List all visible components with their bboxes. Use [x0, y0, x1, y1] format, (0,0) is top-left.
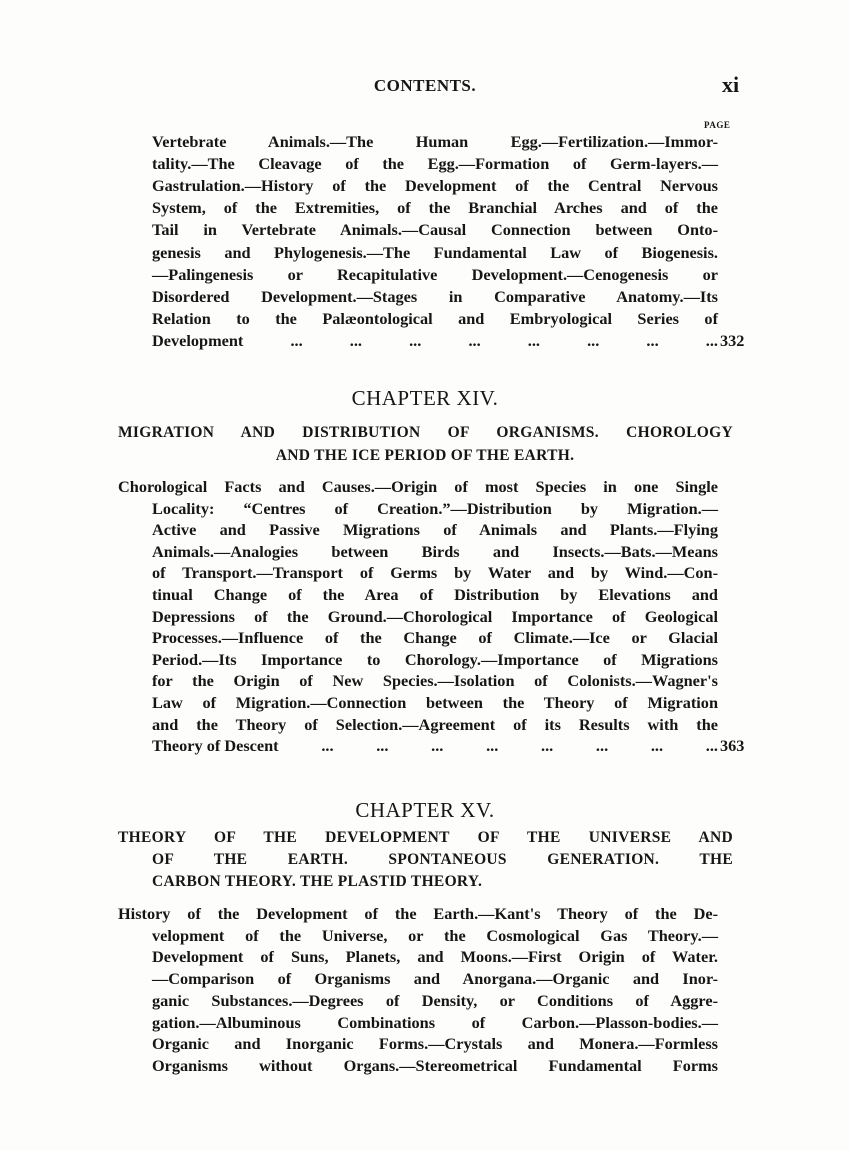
entry-line: Organic and Inorganic Forms.—Crystals and Monera.—Formless — [152, 1034, 718, 1054]
entry-line: Law of Migration.—Connection between the Theory of Migration — [152, 693, 718, 712]
chapter-heading: CHAPTER XIV. — [351, 386, 499, 410]
dot-leader: ... — [376, 736, 389, 756]
entry-page-number: 363 — [720, 736, 745, 756]
entry-line: —Comparison of Organisms and Anorgana.—Organic and Inor- — [152, 969, 718, 989]
dot-leader: ... — [527, 330, 540, 350]
entry-line: Chorological Facts and Causes.—Origin of most Species in one Single — [118, 477, 718, 496]
chapter-heading: CHAPTER XV. — [355, 798, 495, 822]
entry-final-text: Theory of Descent — [152, 736, 279, 756]
dot-leader: ... — [409, 330, 422, 350]
dot-leader: ... — [349, 330, 362, 350]
entry-line: and the Theory of Selection.—Agreement of its Results with the — [152, 714, 718, 734]
entry-line: Processes.—Influence of the Change of Climate.—Ice or Glacial — [152, 628, 718, 648]
entry-page-number: 332 — [720, 330, 745, 350]
page-column-label: PAGE — [704, 120, 731, 130]
dot-leader: ... — [321, 736, 334, 756]
entry-line: Active and Passive Migrations of Animals and Plants.—Flying — [152, 520, 718, 540]
entry-line: of Transport.—Transport of Germs by Water and by Wind.—Con- — [152, 563, 718, 583]
page-number: xi — [722, 72, 740, 97]
entry-final-line — [152, 736, 718, 756]
dot-leader: ... — [650, 736, 664, 756]
entry-final-line — [152, 331, 718, 351]
entry-line: genesis and Phylogenesis.—The Fundamental Law of Biogenesis. — [152, 242, 718, 262]
chapter-title-line: CARBON THEORY. THE PLASTID THEORY. — [152, 873, 483, 890]
entry-line: Period.—Its Importance to Chorology.—Importance of Migrations — [152, 649, 718, 669]
dot-leader: ... — [541, 736, 554, 756]
entry-line: Animals.—Analogies between Birds and Insects.—Bats.—Means — [152, 541, 718, 561]
entry-line: for the Origin of New Species.—Isolation of Colonists.—Wagner's — [152, 671, 718, 691]
dot-leader: ... — [290, 330, 303, 350]
entry-line: History of the Development of the Earth.—Kant's Theory of the De- — [118, 904, 718, 923]
entry-final-text: Development — [152, 330, 244, 350]
entry-line: Vertebrate Animals.—The Human Egg.—Fertilization.—Immor- — [152, 132, 718, 151]
entry-line: System, of the Extremities, of the Branchial Arches and of the — [152, 198, 718, 218]
entry-line: Gastrulation.—History of the Development of the Central Nervous — [152, 176, 718, 196]
running-head-title: CONTENTS. — [373, 76, 477, 95]
chapter-title-line: OF THE EARTH. SPONTANEOUS GENERATION. THE — [152, 851, 733, 868]
dot-leader: ... — [646, 330, 659, 350]
entry-line: velopment of the Universe, or the Cosmological Gas Theory.— — [152, 925, 718, 945]
entry-line: tinual Change of the Area of Distribution by Elevations and — [152, 585, 718, 604]
entry-line: —Palingenesis or Recapitulative Development.—Cenogenesis or — [152, 264, 718, 284]
entry-line: ganic Substances.—Degrees of Density, or Conditions of Aggre- — [152, 990, 718, 1010]
chapter-title-line: AND THE ICE PERIOD OF THE EARTH. — [275, 447, 575, 464]
dot-leader: ... — [587, 330, 600, 350]
entry-line: Tail in Vertebrate Animals.—Causal Connection between Onto- — [152, 220, 718, 240]
dot-leader: ... — [486, 736, 499, 756]
entry-line: Depressions of the Ground.—Chorological Importance of Geological — [152, 606, 718, 626]
entry-line: tality.—The Cleavage of the Egg.—Formation of Germ-layers.— — [152, 154, 718, 174]
entry-line: gation.—Albuminous Combinations of Carbon.—Plasson-bodies.— — [152, 1012, 718, 1032]
entry-line: Locality: “Centres of Creation.”—Distribution by Migration.— — [152, 498, 718, 518]
entry-line: Relation to the Palæontological and Embryological Series of — [152, 308, 718, 328]
entry-line: Organisms without Organs.—Stereometrical Fundamental Forms — [152, 1055, 718, 1075]
chapter-title-line: MIGRATION AND DISTRIBUTION OF ORGANISMS. CHOROLOGY — [118, 424, 733, 441]
entry-line: Disordered Development.—Stages in Comparative Anatomy.—Its — [152, 286, 718, 306]
dot-leader: ... — [468, 330, 481, 350]
chapter-title-line: THEORY OF THE DEVELOPMENT OF THE UNIVERSE AND — [118, 829, 733, 846]
dot-leader: ... — [705, 736, 718, 756]
dot-leader: ... — [595, 736, 609, 756]
entry-line: Development of Suns, Planets, and Moons.—First Origin of Water. — [152, 947, 718, 967]
dot-leader: ... — [705, 330, 718, 350]
dot-leader: ... — [431, 736, 444, 756]
